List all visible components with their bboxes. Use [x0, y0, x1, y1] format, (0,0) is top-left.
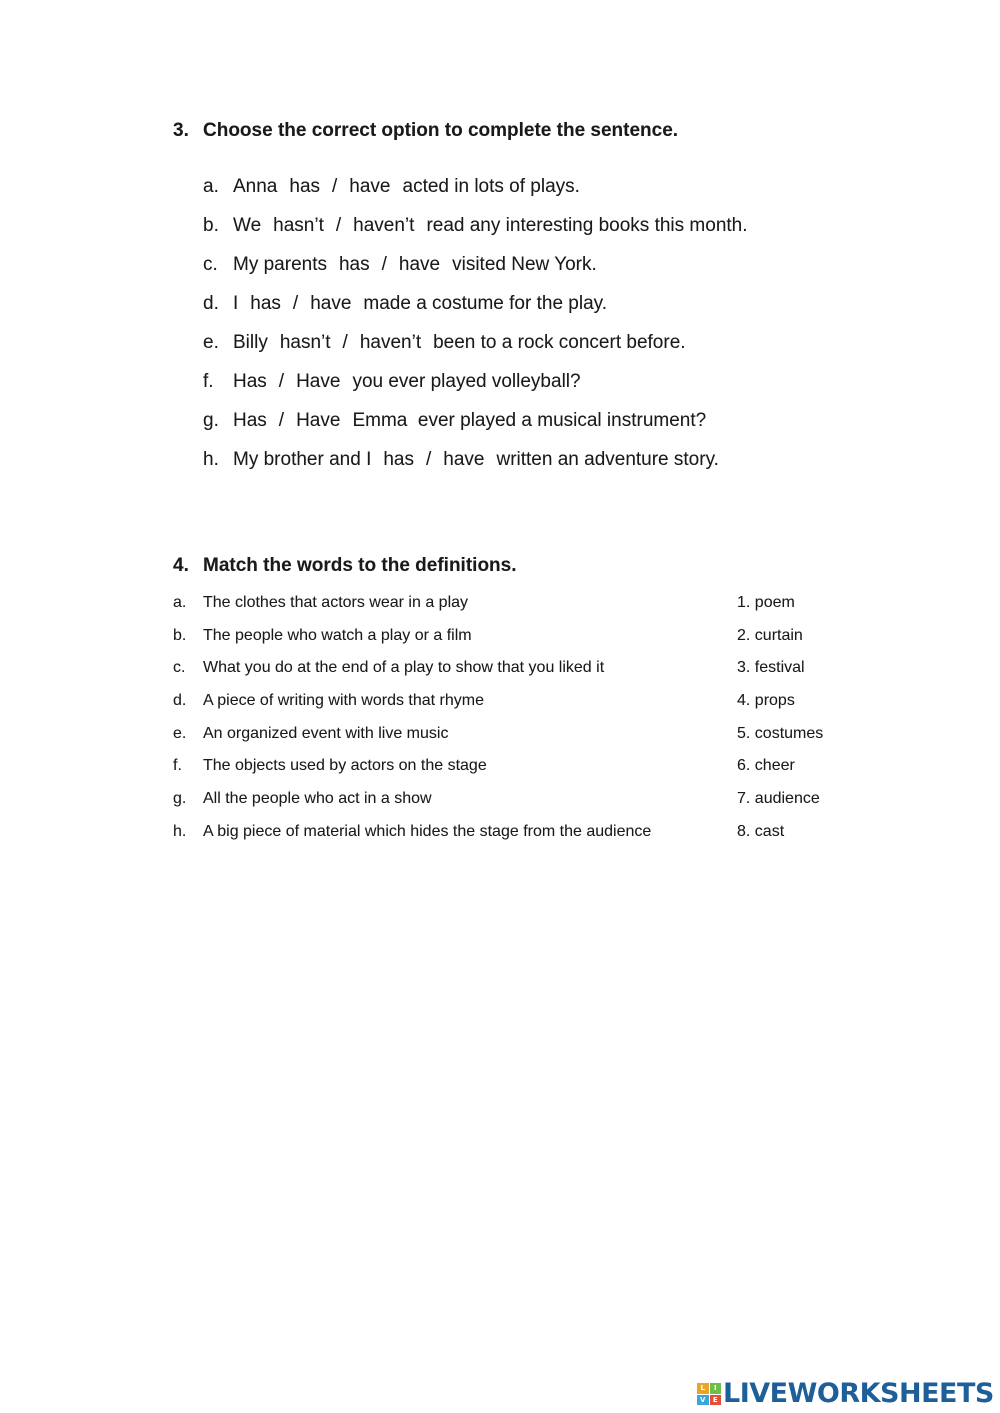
row-letter: b. — [173, 626, 187, 644]
option-separator: / — [292, 293, 299, 314]
match-word[interactable]: 6. cheer — [737, 757, 795, 775]
row-letter: h. — [173, 822, 187, 840]
definition-text: A big piece of material which hides the stage from the audience — [203, 822, 652, 840]
match-word[interactable]: 8. cast — [737, 822, 785, 840]
option-separator: / — [381, 254, 387, 275]
option-separator: / — [425, 449, 432, 470]
row-letter: g. — [173, 790, 187, 808]
sentence-end: been to a rock concert before. — [433, 332, 686, 353]
definition-text: What you do at the end of a play to show that you liked it — [203, 659, 605, 677]
section-3-number: 3. — [173, 120, 189, 141]
row-letter: c. — [173, 659, 186, 677]
item-letter: c. — [203, 254, 218, 275]
definition-text: The objects used by actors on the stage — [203, 757, 487, 775]
sentence-end: visited New York. — [452, 254, 597, 275]
sentence-end: you ever played volleyball? — [352, 371, 581, 392]
sentence-end: read any interesting books this month. — [426, 215, 748, 236]
list-item — [203, 292, 748, 331]
item-letter: h. — [203, 449, 219, 470]
row-letter: f. — [173, 757, 182, 775]
row-letter: a. — [173, 594, 187, 611]
match-word[interactable]: 1. poem — [737, 594, 795, 611]
match-word[interactable]: 2. curtain — [737, 626, 803, 644]
option-separator: / — [278, 410, 285, 431]
option-2[interactable]: have — [398, 254, 441, 275]
option-separator: / — [332, 176, 338, 197]
sentence-start: I — [233, 293, 239, 314]
sentence-end: Emma ever played a musical instrument? — [352, 410, 707, 431]
logo-mark-letter: V — [697, 1395, 709, 1406]
table-row — [173, 722, 873, 755]
option-2[interactable]: haven’t — [359, 332, 422, 353]
option-1[interactable]: Has — [233, 371, 267, 392]
section-3-title-text: Choose the correct option to complete the sentence. — [203, 120, 679, 141]
sentence-end: made a costume for the play. — [363, 293, 608, 314]
option-1[interactable]: Has — [233, 410, 267, 431]
list-item — [203, 370, 748, 409]
item-letter: a. — [203, 176, 219, 197]
option-1[interactable]: has — [338, 254, 370, 275]
definition-text: The people who watch a play or a film — [203, 626, 472, 644]
table-row — [173, 820, 873, 853]
option-separator: / — [342, 332, 348, 353]
definition-text: The clothes that actors wear in a play — [203, 594, 469, 611]
option-2[interactable]: have — [443, 449, 485, 470]
list-item — [203, 409, 748, 448]
option-1[interactable]: has — [289, 176, 321, 197]
match-word[interactable]: 4. props — [737, 692, 795, 710]
match-word[interactable]: 3. festival — [737, 659, 805, 677]
list-item — [203, 331, 748, 370]
match-word[interactable]: 7. audience — [737, 790, 820, 808]
section-4-title — [173, 555, 517, 577]
matching-table — [173, 591, 873, 853]
logo-text: LIVEWORKSHEETS — [723, 1378, 994, 1409]
section-4-number: 4. — [173, 555, 189, 576]
sentence-end: acted in lots of plays. — [402, 176, 580, 197]
definition-text: A piece of writing with words that rhyme — [203, 692, 485, 710]
row-letter: d. — [173, 692, 187, 710]
sentence-end: written an adventure story. — [496, 449, 719, 470]
logo-mark-letter: L — [697, 1383, 709, 1394]
list-item — [203, 175, 748, 214]
logo-mark-icon — [697, 1383, 721, 1405]
option-1[interactable]: hasn’t — [273, 215, 324, 236]
liveworksheets-logo[interactable] — [697, 1379, 994, 1409]
list-item — [203, 214, 748, 253]
table-row — [173, 624, 873, 657]
list-item — [203, 448, 748, 487]
sentence-start: We — [233, 215, 262, 236]
table-row — [173, 754, 873, 787]
item-letter: b. — [203, 215, 219, 236]
section-4-title-text: Match the words to the definitions. — [203, 555, 517, 576]
option-2[interactable]: Have — [296, 410, 341, 431]
table-row — [173, 656, 873, 689]
section-3-list — [203, 175, 748, 487]
sentence-start: Anna — [233, 176, 278, 197]
definition-text: All the people who act in a show — [203, 790, 432, 808]
option-2[interactable]: Have — [296, 371, 341, 392]
table-row — [173, 689, 873, 722]
definition-text: An organized event with live music — [203, 724, 449, 742]
option-1[interactable]: has — [383, 449, 414, 470]
option-2[interactable]: have — [310, 293, 352, 314]
option-2[interactable]: have — [349, 176, 391, 197]
item-letter: d. — [203, 293, 219, 314]
option-1[interactable]: hasn’t — [279, 332, 331, 353]
table-row — [173, 787, 873, 820]
logo-mark-letter: I — [710, 1383, 722, 1394]
logo-mark-letter: E — [710, 1395, 722, 1406]
list-item — [203, 253, 748, 292]
table-row — [173, 591, 873, 624]
option-1[interactable]: has — [250, 293, 281, 314]
sentence-start: My brother and I — [233, 449, 372, 470]
match-word[interactable]: 5. costumes — [737, 724, 824, 742]
sentence-start: My parents — [233, 254, 327, 275]
section-3-title — [173, 120, 678, 142]
option-separator: / — [335, 215, 342, 236]
item-letter: f. — [203, 371, 214, 392]
option-separator: / — [278, 371, 285, 392]
option-2[interactable]: haven’t — [353, 215, 415, 236]
item-letter: e. — [203, 332, 219, 353]
sentence-start: Billy — [233, 332, 268, 353]
item-letter: g. — [203, 410, 219, 431]
row-letter: e. — [173, 724, 187, 742]
